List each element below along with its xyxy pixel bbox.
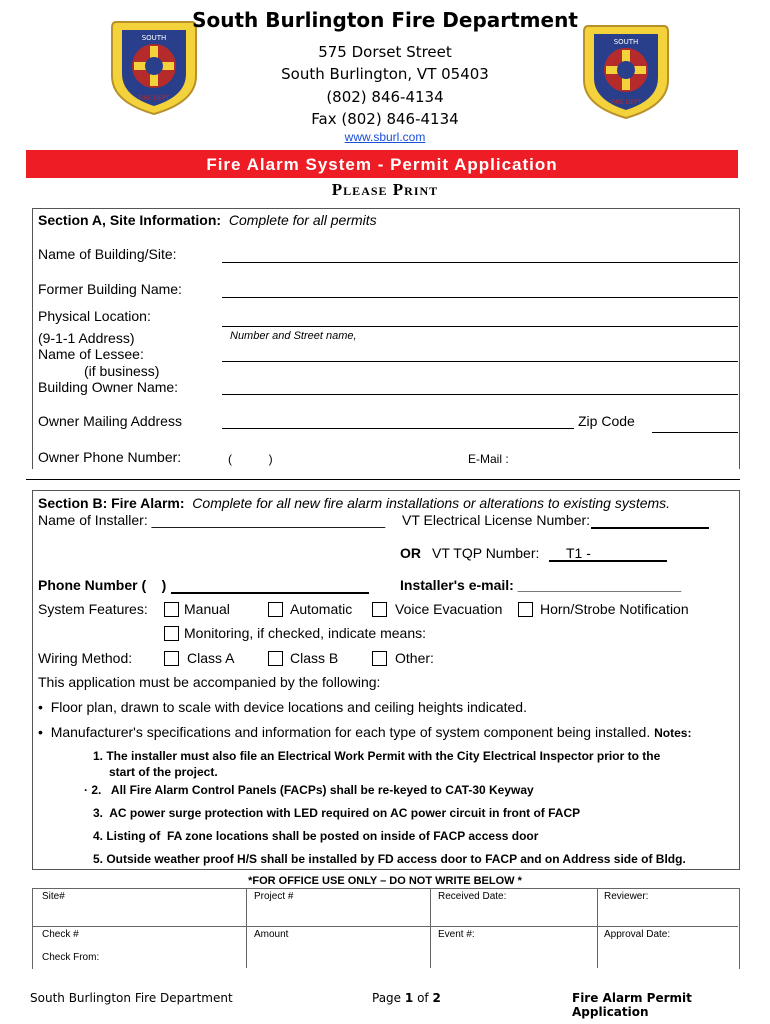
accompany-text: This application must be accompanied by the following: xyxy=(38,674,381,690)
installer-phone-label: Phone Number ( ) xyxy=(38,577,167,593)
zip-code-field[interactable] xyxy=(652,432,738,433)
zip-code-label: Zip Code xyxy=(578,413,635,429)
form-title-bar: Fire Alarm System - Permit Application xyxy=(26,150,738,178)
approval-date-cell: Approval Date: xyxy=(604,929,671,940)
office-use-heading: *FOR OFFICE USE ONLY – DO NOT WRITE BELOW * xyxy=(248,875,522,887)
installer-email-field[interactable]: Installer's e-mail: _____________________ xyxy=(400,577,682,593)
lessee-label: Name of Lessee: xyxy=(38,346,144,362)
website-link[interactable]: www.sburl.com xyxy=(344,130,426,144)
physical-location-field[interactable] xyxy=(222,326,738,327)
owner-phone-field[interactable]: ( ) xyxy=(228,452,273,466)
note-2: · 2. All Fire Alarm Control Panels (FACPs) shall be re-keyed to CAT-30 Keyway xyxy=(84,783,534,797)
other-label: Other: xyxy=(395,650,434,666)
installer-name-field[interactable]: Name of Installer: ______________________________ xyxy=(38,512,386,528)
electrical-license-label: VT Electrical License Number: xyxy=(402,512,591,528)
svg-text:FIRE DEPT: FIRE DEPT xyxy=(138,95,170,102)
automatic-label: Automatic xyxy=(290,601,353,617)
mailing-address-label: Owner Mailing Address xyxy=(38,413,182,429)
amount-cell: Amount xyxy=(254,929,289,940)
fax-number: Fax (802) 846-4134 xyxy=(311,110,459,128)
class-a-checkbox[interactable] xyxy=(164,651,179,666)
other-checkbox[interactable] xyxy=(372,651,387,666)
or-label: OR xyxy=(400,545,421,561)
owner-name-field[interactable] xyxy=(222,394,738,395)
horn-strobe-label: Horn/Strobe Notification xyxy=(540,601,689,617)
bullet-manufacturer-specs: • Manufacturer's specifications and information for each type of system component being installed. Notes: xyxy=(38,724,692,740)
owner-email-label: E-Mail : xyxy=(468,452,509,466)
tqp-number-value: T1 - xyxy=(566,545,591,561)
note-3: 3. AC power surge protection with LED required on AC power circuit in front of FACP xyxy=(93,806,581,820)
svg-text:FIRE DEPT: FIRE DEPT xyxy=(610,99,642,106)
manual-label: Manual xyxy=(184,601,230,617)
section-b-heading: Section B: Fire Alarm: Complete for all new fire alarm installations or alterations to existing systems. xyxy=(38,495,671,511)
bullet-floor-plan: • Floor plan, drawn to scale with device locations and ceiling heights indicated. xyxy=(38,699,527,715)
phone-number: (802) 846-4134 xyxy=(326,88,444,106)
address-line-1: 575 Dorset Street xyxy=(318,43,452,61)
monitoring-checkbox[interactable] xyxy=(164,626,179,641)
street-name-hint: Number and Street name, xyxy=(230,330,357,342)
mailing-address-field[interactable] xyxy=(222,428,574,429)
voice-evacuation-label: Voice Evacuation xyxy=(395,601,503,617)
note-1: 1. The installer must also file an Electrical Work Permit with the City Electrical Inspector prior to the xyxy=(93,749,661,763)
lessee-field[interactable] xyxy=(222,361,738,362)
footer-form-name: Fire Alarm Permit Application xyxy=(572,991,692,1019)
check-number-cell: Check # xyxy=(42,929,79,940)
reviewer-cell: Reviewer: xyxy=(604,891,649,902)
site-number-cell: Site# xyxy=(42,891,65,902)
svg-text:SOUTH: SOUTH xyxy=(613,38,639,46)
installer-phone-field[interactable] xyxy=(171,592,369,594)
building-name-label: Name of Building/Site: xyxy=(38,246,177,262)
tqp-number-label: VT TQP Number: xyxy=(432,545,540,561)
svg-text:SOUTH: SOUTH xyxy=(141,34,167,42)
note-5: 5. Outside weather proof H/S shall be installed by FD access door to FACP and on Address side of Bldg. xyxy=(93,852,686,866)
office-col-divider-2 xyxy=(430,888,431,968)
former-building-label: Former Building Name: xyxy=(38,281,182,297)
automatic-checkbox[interactable] xyxy=(268,602,283,617)
building-name-field[interactable] xyxy=(222,262,738,263)
office-col-divider-1 xyxy=(246,888,247,968)
owner-name-label: Building Owner Name: xyxy=(38,379,179,395)
note-1-continued: start of the project. xyxy=(109,765,218,779)
voice-evacuation-checkbox[interactable] xyxy=(372,602,387,617)
check-from-cell: Check From: xyxy=(42,952,100,963)
address-line-2: South Burlington, VT 05403 xyxy=(281,65,489,83)
horn-strobe-checkbox[interactable] xyxy=(518,602,533,617)
electrical-license-field[interactable] xyxy=(591,527,709,529)
please-print-note: Please Print xyxy=(331,180,439,199)
section-divider xyxy=(26,479,740,480)
note-4: 4. Listing of FA zone locations shall be posted on inside of FACP access door xyxy=(93,829,539,843)
lessee-sub-label: (if business) xyxy=(84,363,160,379)
address-911-label: (9-1-1 Address) xyxy=(38,330,135,346)
former-building-field[interactable] xyxy=(222,297,738,298)
class-b-label: Class B xyxy=(290,650,339,666)
received-date-cell: Received Date: xyxy=(438,891,507,902)
system-features-label: System Features: xyxy=(38,601,148,617)
project-number-cell: Project # xyxy=(254,891,294,902)
footer-department: South Burlington Fire Department xyxy=(30,991,233,1005)
event-number-cell: Event #: xyxy=(438,929,475,940)
physical-location-label: Physical Location: xyxy=(38,308,151,324)
class-a-label: Class A xyxy=(187,650,235,666)
wiring-method-label: Wiring Method: xyxy=(38,650,133,666)
monitoring-label: Monitoring, if checked, indicate means: xyxy=(184,625,427,641)
footer-page-number: Page 1 of 2 xyxy=(372,991,441,1005)
section-a-heading: Section A, Site Information: Complete for all permits xyxy=(38,212,377,228)
department-title: South Burlington Fire Department xyxy=(192,8,578,32)
manual-checkbox[interactable] xyxy=(164,602,179,617)
owner-phone-label: Owner Phone Number: xyxy=(38,449,182,465)
class-b-checkbox[interactable] xyxy=(268,651,283,666)
